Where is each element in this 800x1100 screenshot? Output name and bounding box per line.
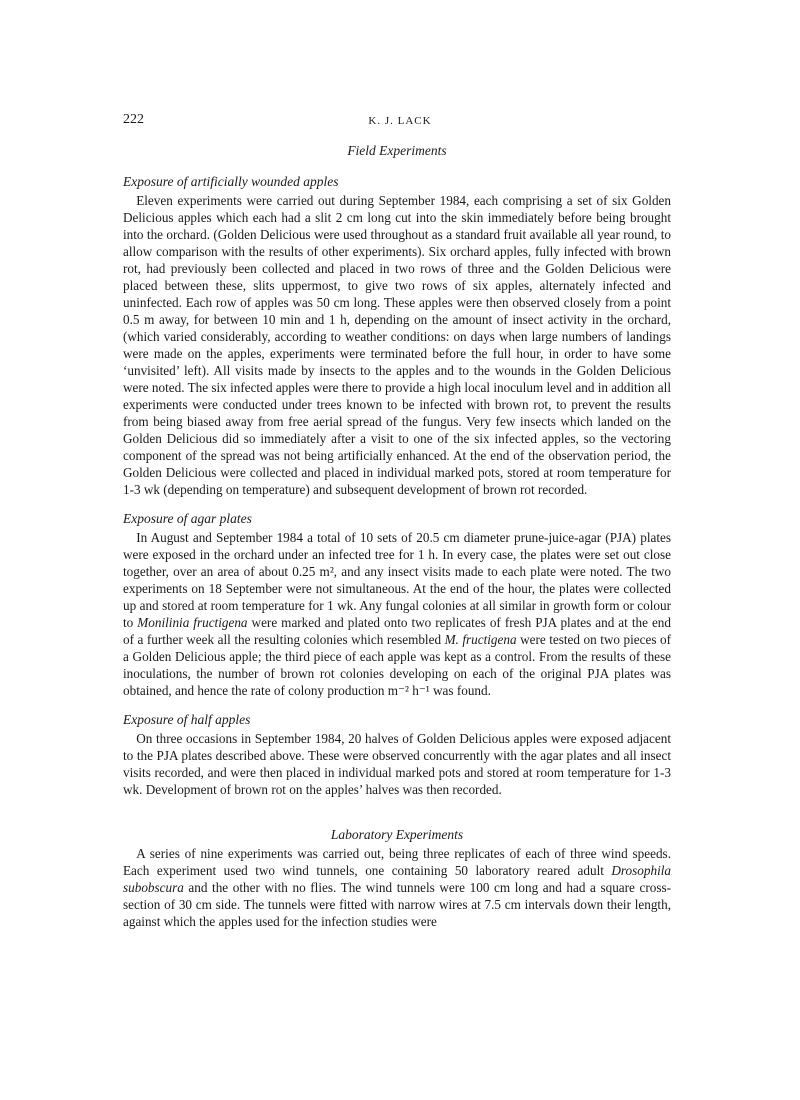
agar-text-2: were marked and plated onto two replicates of fresh PJA plates and at the end of a further week all the resulting colonies which resembled [123, 615, 671, 647]
subheading-agar-plates: Exposure of agar plates [123, 511, 252, 526]
section-heading-field-experiments: Field Experiments [347, 143, 447, 158]
paragraph-agar-plates [123, 529, 671, 699]
paragraph-half-apples-text: On three occasions in September 1984, 20 halves of Golden Delicious apples were exposed adjacent to the PJA plates described above. These were observed concurrently with the agar plates and all insect visits recorded, and were then placed in individual marked pots and stored at room temperature for 1-3 wk. Development of brown rot on the apples’ halves was then recorded. [123, 731, 671, 797]
page-number: 222 [123, 112, 144, 127]
body-column [123, 142, 671, 930]
subheading-half-apples: Exposure of half apples [123, 712, 251, 727]
lab-text-2: and the other with no flies. The wind tunnels were 100 cm long and had a square cross-section of 30 cm side. The tunnels were fitted with narrow wires at 7.5 cm intervals down their length, against which the apples used for the infection studies were [123, 880, 671, 929]
section-heading-laboratory-experiments: Laboratory Experiments [330, 827, 464, 842]
agar-species-2: M. fructigena [444, 632, 517, 647]
agar-text-1: In August and September 1984 a total of 10 sets of 20.5 cm diameter prune-juice-agar (PJA) plates were exposed in the orchard under an infected tree for 1 h. In every case, the plates were set out close together, over an area of about 0.25 m², and any insect visits made to each plate were noted. The two experiments on 18 September were not simultaneous. At the end of the hour, the plates were collected up and stored at room temperature for 1 wk. Any fungal colonies at all similar in growth form or colour to [123, 530, 671, 630]
lab-text-1: A series of nine experiments was carried out, being three replicates of each of three wind speeds. Each experiment used two wind tunnels, one containing 50 laboratory reared adult [123, 846, 671, 878]
agar-species-1: Monilinia fructigena [137, 615, 248, 630]
lab-species: Drosophila subobscura [123, 863, 671, 895]
paragraph-wounded-apples [123, 192, 671, 498]
paragraph-half-apples [123, 730, 671, 798]
subheading-wounded-apples: Exposure of artificially wounded apples [123, 174, 339, 189]
paragraph-wounded-apples-text: Eleven experiments were carried out during September 1984, each comprising a set of six Golden Delicious apples which each had a slit 2 cm long cut into the skin immediately before being brought into the orchard. (Golden Delicious were used throughout as a standard fruit available all year round, to allow comparison with the results of other experiments). Six orchard apples, fully infected with brown rot, had previously been collected and placed in two rows of three and the Golden Delicious were placed between these, slits uppermost, to give two rows of six apples, alternately infected and uninfected. Each row of apples was 50 cm long. These apples were then observed closely from a point 0.5 m away, for between 10 min and 1 h, depending on the amount of insect activity in the orchard, (which varied considerably, according to weather conditions: on days when large numbers of landings were made on the apples, experiments were terminated before the full hour, in order to have some ‘unvisited’ left). All visits made by insects to the apples and to the wounds in the Golden Delicious were noted. The six infected apples were there to provide a high local inoculum level and in addition all experiments were conducted under trees known to be infected with brown rot, to prevent the results from being biased away from free aerial spread of the fungus. Very few insects which landed on the Golden Delicious did so immediately after a visit to one of the six infected apples, so the vectoring component of the spread was not being artificially enhanced. At the end of the observation period, the Golden Delicious were collected and placed in individual marked pots, stored at room temperature for 1-3 wk (depending on temperature) and subsequent development of brown rot recorded. [123, 193, 671, 497]
paragraph-laboratory [123, 845, 671, 930]
running-head: K. J. LACK [368, 115, 432, 127]
agar-text-3: were tested on two pieces of a Golden Delicious apple; the third piece of each apple was kept as a control. From the results of these inoculations, the number of brown rot colonies developing on each of the original PJA plates was obtained, and hence the rate of colony production m⁻² h⁻¹ was found. [123, 632, 671, 698]
